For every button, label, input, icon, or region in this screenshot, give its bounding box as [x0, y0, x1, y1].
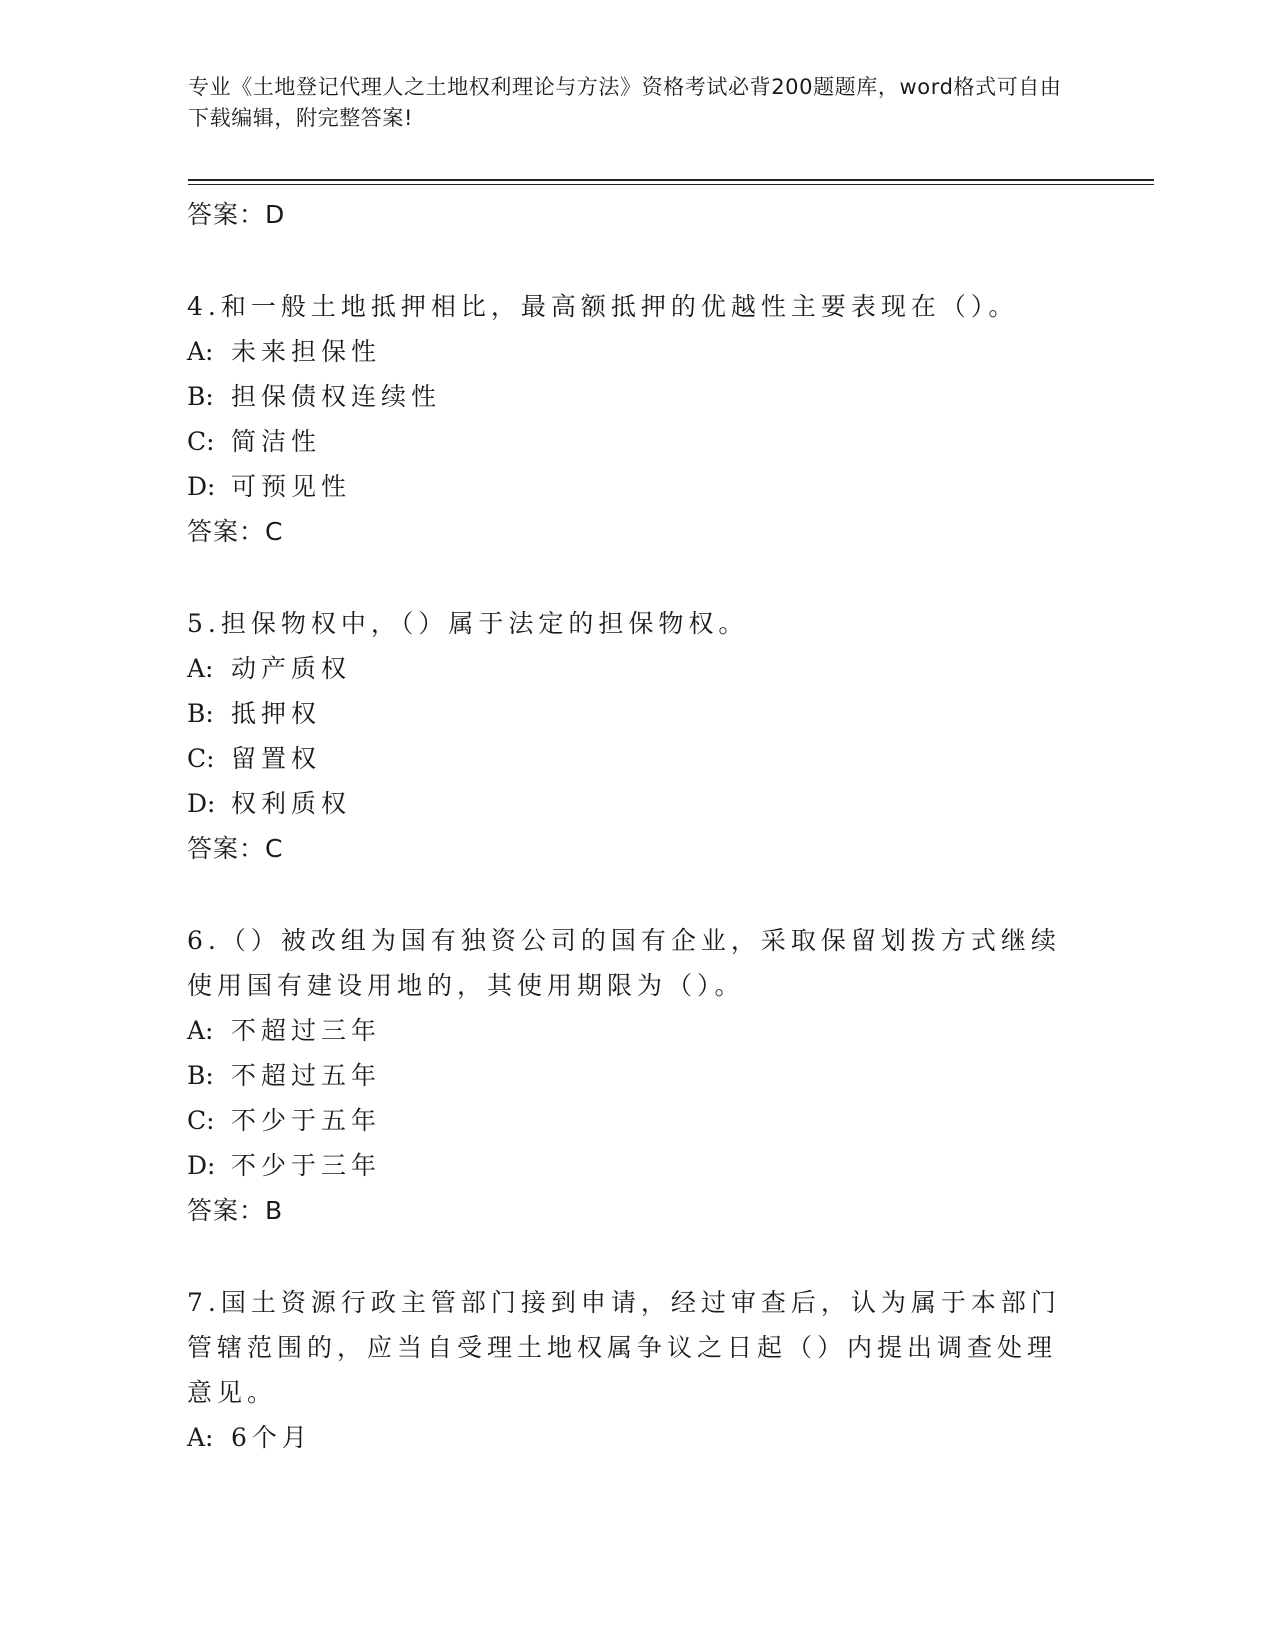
question-list — [187, 188, 1067, 1460]
option-text: 不少于三年 — [231, 1151, 382, 1180]
option-b — [187, 1053, 1067, 1098]
question-stem: 6.（）被改组为国有独资公司的国有企业，采取保留划拨方式继续使用国有建设用地的，其使用期限为（）。 — [187, 926, 1061, 1000]
option-label: A: — [187, 337, 214, 366]
option-text: 简洁性 — [231, 427, 322, 456]
option-label: C: — [187, 1106, 215, 1135]
option-text: 动产质权 — [231, 654, 352, 683]
question-stem: 7.国土资源行政主管部门接到申请，经过审查后，认为属于本部门管辖范围的，应当自受理土地权属争议之日起（）内提出调查处理意见。 — [187, 1288, 1061, 1407]
option-label: D: — [187, 789, 216, 818]
option-text: 可预见性 — [231, 472, 352, 501]
option-d — [187, 464, 1067, 509]
option-text: 不超过三年 — [231, 1016, 382, 1045]
option-text: 权利质权 — [231, 789, 352, 818]
option-c — [187, 736, 1067, 781]
question-stem: 4.和一般土地抵押相比，最高额抵押的优越性主要表现在（）。 — [187, 292, 1019, 321]
answer-line: 答案：D — [187, 200, 286, 229]
option-c — [187, 419, 1067, 464]
option-label: D: — [187, 1151, 216, 1180]
option-d — [187, 781, 1067, 826]
option-label: B: — [187, 699, 214, 728]
option-b — [187, 374, 1067, 419]
option-a — [187, 1415, 1067, 1460]
question-block — [187, 284, 1067, 555]
option-a — [187, 1008, 1067, 1053]
option-text: 6个月 — [231, 1423, 312, 1452]
question-block — [187, 1280, 1067, 1460]
option-a — [187, 329, 1067, 374]
option-text: 不超过五年 — [231, 1061, 382, 1090]
option-label: B: — [187, 1061, 214, 1090]
answer-line: 答案：C — [187, 517, 284, 546]
question-block — [187, 918, 1067, 1234]
option-text: 不少于五年 — [231, 1106, 382, 1135]
option-text: 未来担保性 — [231, 337, 382, 366]
document-header: 专业《土地登记代理人之土地权利理论与方法》资格考试必背200题题库，word格式可自由下载编辑，附完整答案! — [188, 75, 1062, 130]
option-a — [187, 646, 1067, 691]
option-c — [187, 1098, 1067, 1143]
option-label: A: — [187, 1016, 214, 1045]
answer-line: 答案：C — [187, 834, 284, 863]
option-text: 留置权 — [231, 744, 322, 773]
option-label: D: — [187, 472, 216, 501]
option-label: C: — [187, 744, 215, 773]
option-label: A: — [187, 654, 214, 683]
header-divider-thin — [188, 184, 1154, 185]
question-block — [187, 601, 1067, 872]
option-b — [187, 691, 1067, 736]
option-label: B: — [187, 382, 214, 411]
question-stem: 5.担保物权中，（）属于法定的担保物权。 — [187, 609, 749, 638]
header-divider — [188, 179, 1154, 181]
option-text: 担保债权连续性 — [231, 382, 442, 411]
option-label: A: — [187, 1423, 214, 1452]
option-d — [187, 1143, 1067, 1188]
option-text: 抵押权 — [231, 699, 322, 728]
answer-line: 答案：B — [187, 1196, 284, 1225]
option-label: C: — [187, 427, 215, 456]
